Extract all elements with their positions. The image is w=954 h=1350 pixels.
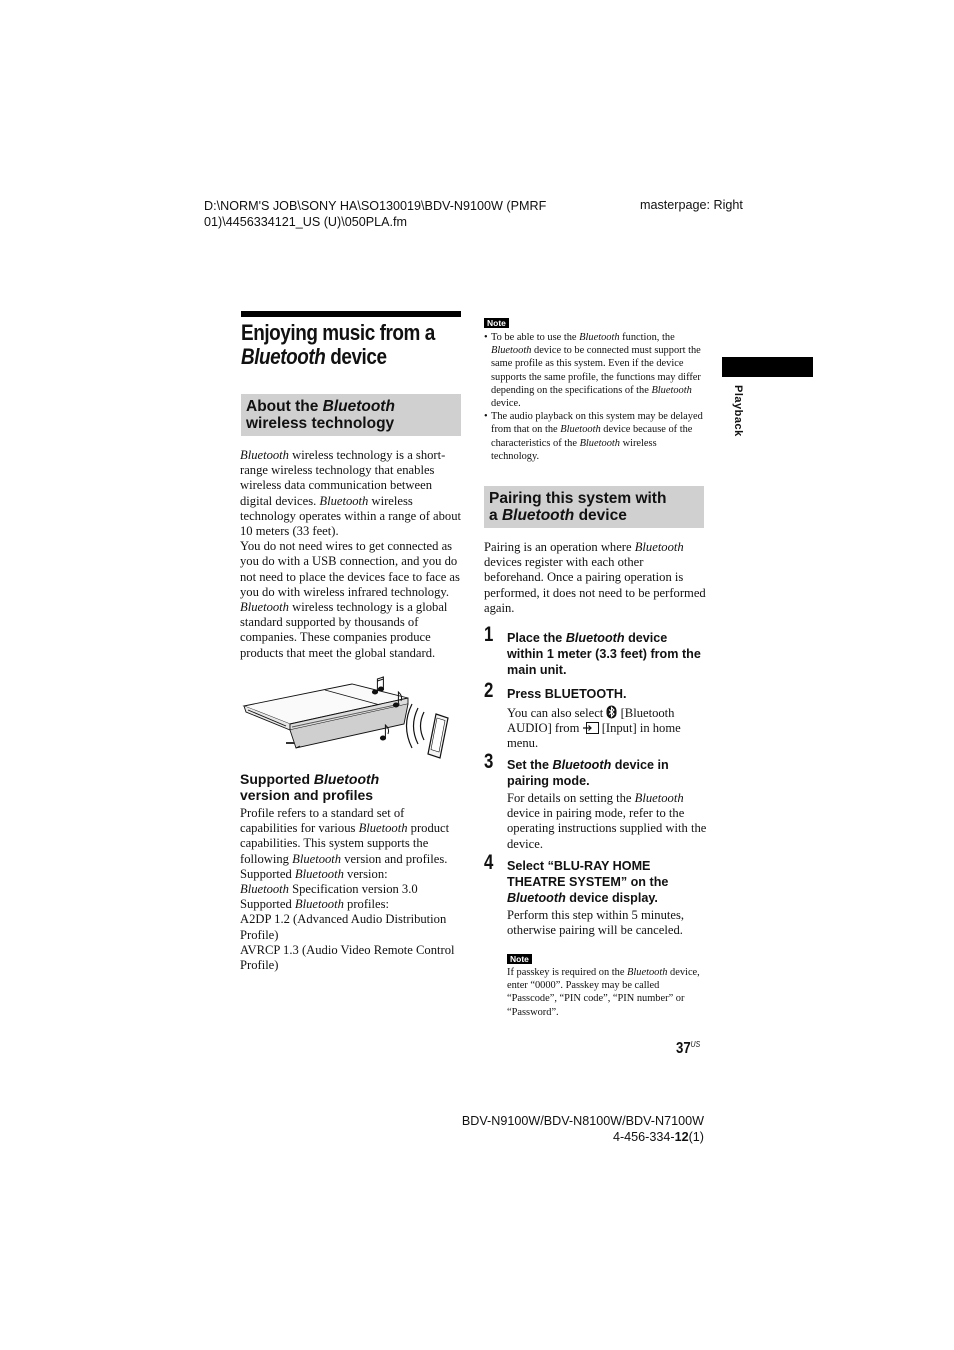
bt-italic: Bluetooth — [319, 493, 369, 508]
bullet-dot: • — [484, 411, 488, 423]
supported-heading-italic: Bluetooth — [313, 771, 380, 787]
bt-italic: Bluetooth — [507, 891, 566, 905]
bt-italic: Bluetooth — [292, 851, 342, 866]
bt-italic: Bluetooth — [552, 758, 612, 772]
bt-italic: Bluetooth — [294, 866, 344, 881]
title-rule — [241, 311, 461, 317]
n1b2a: The audio playback on this system may be delayed from that on the — [491, 411, 703, 436]
note2-a: If passkey is required on the — [507, 967, 628, 978]
n1b2b: device because of the characteristics of the — [491, 424, 693, 449]
file-path-line2: 01)\4456334121_US (U)\050PLA.fm — [204, 215, 408, 229]
bt-italic: Bluetooth — [634, 791, 684, 805]
step1-b: device within 1 meter (3.3 feet) from the main unit. — [507, 631, 701, 677]
supported-heading — [240, 771, 462, 803]
bt-italic: Bluetooth — [294, 897, 344, 912]
n1b1d: device. — [491, 398, 521, 410]
step3-a: Set the — [507, 758, 553, 772]
note-badge-label: Note — [507, 954, 532, 964]
step-3-number: 3 — [484, 750, 494, 773]
step-1-number: 1 — [484, 623, 494, 646]
page-number-suffix: US — [690, 1040, 701, 1049]
footer-code-bold: 12 — [674, 1130, 689, 1144]
supported-heading-pre: Supported — [240, 771, 314, 787]
step1-a: Place the — [507, 631, 566, 645]
version-value — [240, 882, 464, 897]
about-p1-text: wireless technology is a short-range wireless technology that enables wireless data communication between digital devices. — [240, 448, 446, 508]
step4-b: device display. — [565, 891, 658, 905]
profile-avrcp: AVRCP 1.3 (Audio Video Remote Control Profile) — [240, 942, 455, 973]
bullet-dot: • — [484, 332, 488, 343]
pairing-heading-post2: device — [574, 507, 627, 524]
pairing-intro-b: devices register with each other beforehand. Once a pairing operation is performed, it does not need to be performed again. — [484, 555, 706, 615]
footer-models: BDV-N9100W/BDV-N8100W/BDV-N7100W — [461, 1114, 704, 1128]
supported-p1-a: Profile refers to a standard set of capabilities for various — [240, 806, 405, 836]
step-2-number: 2 — [484, 679, 494, 702]
step2-desc-c: [Input] in home menu. — [507, 721, 681, 751]
bt-italic: Bluetooth — [651, 384, 692, 396]
section-tab-label: Playback — [732, 385, 744, 437]
step-4-number: 4 — [484, 851, 494, 874]
page-number — [676, 1040, 700, 1058]
supported-p1-b: product capabilities. This system supports the following — [240, 821, 450, 866]
section-heading-about — [241, 394, 461, 436]
about-heading-post: wireless technology — [246, 415, 395, 432]
n1b1c: device to be connected must support the same profile as this system. Even if the device supports the same profile, the functions may differ depending on the specifications of the — [491, 345, 701, 396]
step2-desc-b: [Bluetooth AUDIO] from — [507, 706, 675, 736]
n1b1a: To be able to use the — [491, 332, 580, 343]
step-2-title: Press BLUETOOTH. — [507, 687, 627, 701]
about-heading-pre: About the — [246, 398, 323, 415]
step2-desc-a: You can also select — [507, 706, 607, 720]
footer-code-b: (1) — [688, 1130, 704, 1144]
note-1-bullet-1 — [484, 331, 704, 410]
footer-code — [430, 1129, 704, 1145]
supported-p1-c: version and profiles. — [341, 851, 448, 866]
profile-a2dp: A2DP 1.2 (Advanced Audio Distribution Profile) — [240, 912, 447, 942]
supported-paragraph — [240, 806, 464, 867]
n1b2c: wireless technology. — [491, 437, 657, 462]
bt-italic: Bluetooth — [565, 631, 625, 645]
bt-italic: Bluetooth — [240, 882, 289, 897]
profiles-label-b: profiles: — [343, 897, 390, 912]
bt-italic: Bluetooth — [634, 540, 684, 554]
note-1-bullet-2 — [484, 410, 704, 463]
step-4-desc: Perform this step within 5 minutes, otherwise pairing will be canceled. — [507, 908, 685, 938]
pairing-heading-italic: Bluetooth — [501, 507, 575, 524]
note-2-body — [507, 966, 707, 1019]
file-path — [204, 198, 584, 230]
pairing-intro-a: Pairing is an operation where — [484, 540, 635, 554]
bt-italic: Bluetooth — [579, 332, 620, 343]
version-label-a: Supported — [240, 866, 295, 881]
section-heading-pairing — [484, 486, 704, 528]
note2-b: device, enter “0000”. Passkey may be called “Passcode”, “PIN code”, “PIN number” or “Password”. — [507, 967, 700, 1018]
bt-italic: Bluetooth — [358, 821, 408, 836]
footer-code-a: 4-456-334- — [612, 1130, 675, 1144]
bt-italic: Bluetooth — [627, 967, 668, 978]
input-icon — [583, 722, 599, 734]
about-paragraph-1 — [240, 448, 462, 539]
about-heading-italic: Bluetooth — [322, 398, 395, 415]
pairing-intro — [484, 540, 706, 616]
bt-italic: Bluetooth — [491, 345, 532, 357]
bt-italic: Bluetooth — [560, 424, 601, 436]
version-label-b: version: — [343, 866, 388, 881]
n1b1b: function, the — [619, 332, 675, 343]
supported-heading-post: version and profiles — [240, 787, 374, 803]
about-body — [240, 448, 462, 661]
step-1-title — [507, 630, 707, 678]
step3-b: device in pairing mode. — [507, 758, 669, 788]
about-paragraph-3 — [240, 600, 462, 661]
smartphone-icon — [428, 714, 448, 758]
note-badge-1 — [484, 313, 509, 331]
page-title — [241, 321, 439, 369]
profiles-label — [240, 897, 464, 912]
title-line1: Enjoying music from a — [241, 320, 435, 345]
about-p3-text: wireless technology is a global standard supported by thousands of companies. These companies produce products that meet the global standard. — [240, 600, 448, 660]
profiles-label-a: Supported — [240, 897, 295, 912]
wireless-waves — [407, 704, 425, 748]
step3-desc-a: For details on setting the — [507, 791, 635, 805]
note-badge-2 — [507, 949, 532, 967]
about-paragraph-2: You do not need wires to get connected as you do with a USB connection, and you do not need to place the devices face to face as you do with wireless infrared technology. — [240, 539, 460, 599]
file-path-line1: D:\NORM'S JOB\SONY HA\SO130019\BDV-N9100W (PMRF — [204, 199, 547, 213]
note-badge-label: Note — [484, 318, 509, 328]
step-4-title — [507, 858, 707, 906]
version-label — [240, 867, 464, 882]
pairing-heading-pre2: a — [489, 507, 502, 524]
note-1-body — [484, 331, 704, 463]
bt-italic: Bluetooth — [579, 437, 620, 449]
title-italic: Bluetooth — [241, 344, 326, 369]
supported-body — [240, 806, 464, 973]
bt-italic: Bluetooth — [240, 448, 289, 462]
page-number-value: 37 — [676, 1040, 691, 1058]
pairing-intro-paragraph — [484, 540, 706, 616]
title-suffix: device — [325, 344, 387, 369]
step-3-title — [507, 757, 707, 789]
bluetooth-icon — [606, 705, 617, 719]
step-3-desc — [507, 791, 707, 852]
footer-model — [430, 1113, 704, 1145]
pairing-heading-line1: Pairing this system with — [489, 490, 667, 507]
bt-italic: Bluetooth — [240, 600, 289, 615]
step4-a: Select “BLU-RAY HOME THEATRE SYSTEM” on the — [507, 859, 669, 889]
masterpage-label: masterpage: Right — [640, 198, 743, 212]
about-p1-text2: wireless technology operates within a range of about 10 meters (33 feet). — [240, 493, 462, 539]
title-line2 — [241, 345, 439, 369]
step-2-desc — [507, 705, 707, 752]
version-value-b: Specification version 3.0 — [288, 882, 418, 897]
section-tab-marker — [722, 357, 813, 377]
step3-desc-b: device in pairing mode, refer to the operating instructions supplied with the device. — [507, 806, 707, 851]
main-unit-illustration — [240, 674, 462, 760]
